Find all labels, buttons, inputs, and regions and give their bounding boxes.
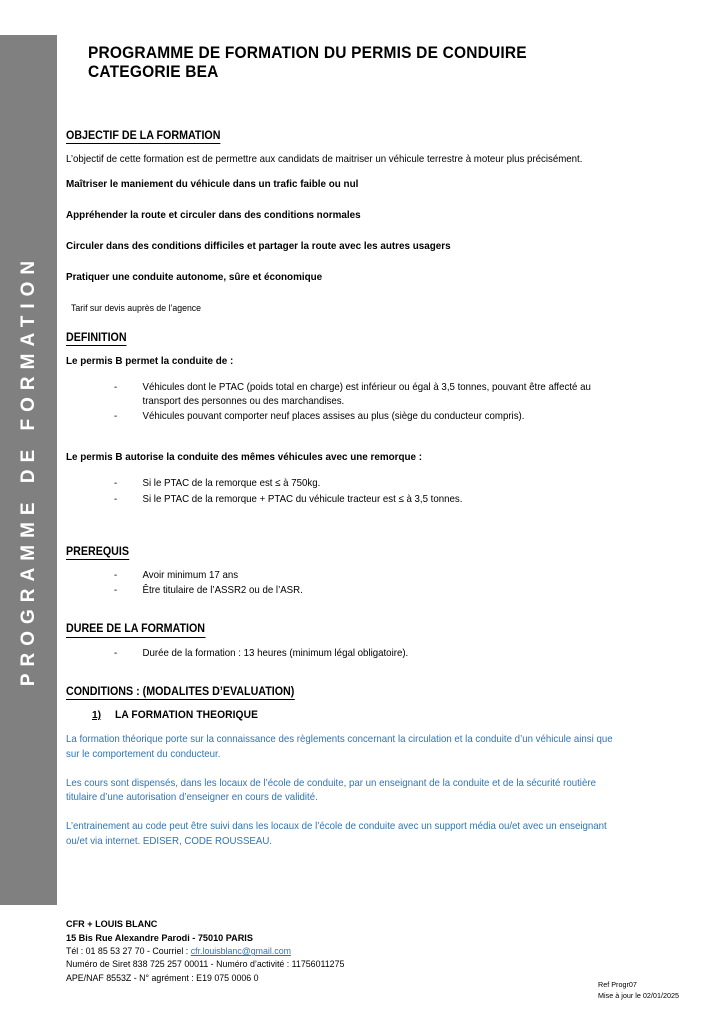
section-heading-duree: DUREE DE LA FORMATION	[66, 622, 205, 637]
conditions-subitem-number: 1)	[92, 709, 102, 721]
footer-ape: APE/NAF 8553Z - N° agrément : E19 075 0006 0	[66, 972, 259, 983]
page-title: PROGRAMME DE FORMATION DU PERMIS DE CONDUIRE CATEGORIE BEA	[88, 44, 527, 81]
objectif-goal-4: Pratiquer une conduite autonome, sûre et économique	[66, 272, 323, 284]
footer-address: 15 Bis Rue Alexandre Parodi - 75010 PARIS	[66, 932, 253, 944]
footer-phone-label: Tél : 01 85 53 27 70 - Courriel :	[66, 946, 191, 957]
conditions-subitem-label: LA FORMATION THEORIQUE	[115, 708, 259, 721]
list-item: - Être titulaire de l’ASSR2 ou de l’ASR.	[114, 584, 631, 598]
footer-updated-date: Mise à jour le 02/01/2025	[598, 991, 680, 1000]
footer-reference	[598, 979, 683, 1001]
footer-company: CFR + LOUIS BLANC	[66, 919, 158, 930]
list-item: - Véhicules pouvant comporter neuf places assises au plus (siège du conducteur compris).	[114, 410, 631, 424]
section-prerequis-heading-wrap	[66, 542, 658, 560]
footer-email-link[interactable]: cfr.louisblanc@gmail.com	[190, 946, 291, 957]
definition-list-2	[66, 477, 658, 506]
prerequis-list	[66, 569, 658, 598]
section-heading-conditions: CONDITIONS : (MODALITES D’EVALUATION)	[66, 685, 294, 700]
conditions-paragraph-1: La formation théorique porte sur la connaissance des règlements concernant la circulation et la conduite d’un véhicule ainsi que sur le comportement du conducteur.	[66, 733, 613, 760]
conditions-paragraph-3: L’entrainement au code peut être suivi dans les locaux de l’école de conduite avec un support média ou/et avec un enseignant ou/et via internet. EDISER, CODE ROUSSEAU.	[66, 821, 607, 847]
side-band-label: PROGRAMME DE FORMATION	[17, 253, 39, 687]
section-conditions-heading-wrap	[66, 682, 658, 700]
list-item: - Durée de la formation : 13 heures (minimum légal obligatoire).	[114, 647, 631, 661]
footer-contact	[66, 945, 541, 958]
spacer	[66, 521, 658, 542]
list-item: - Véhicules dont le PTAC (poids total en charge) est inférieur ou égal à 3,5 tonnes, pouvant être affecté au transport des personnes ou des marchandises.	[114, 381, 631, 409]
objectif-goal-1: Maîtriser le maniement du véhicule dans un trafic faible ou nul	[66, 179, 359, 191]
definition-lead-2: Le permis B autorise la conduite des mêmes véhicules avec une remorque :	[66, 452, 423, 464]
side-band	[0, 35, 57, 905]
objectif-goal-3: Circuler dans des conditions difficiles et partager la route avec les autres usagers	[66, 241, 451, 253]
section-heading-objectif: OBJECTIF DE LA FORMATION	[66, 129, 220, 144]
conditions-subitem-1	[92, 709, 658, 721]
spacer	[66, 612, 658, 619]
footer-siret: Numéro de Siret 838 725 257 00011 - Numéro d’activité : 11756011275	[66, 959, 345, 970]
document-body	[66, 44, 658, 864]
list-item: - Si le PTAC de la remorque est ≤ à 750kg.	[114, 477, 631, 491]
objectif-goal-2: Appréhender la route et circuler dans des conditions normales	[66, 210, 361, 222]
definition-lead-1: Le permis B permet la conduite de :	[66, 356, 234, 368]
footer-ref-code: Ref Progr07	[598, 980, 637, 989]
objectif-intro: L’objectif de cette formation est de permettre aux candidats de maitriser un véhicule terrestre à moteur plus précisément.	[66, 154, 583, 166]
duree-list	[66, 647, 658, 661]
section-objectif-heading-wrap	[66, 126, 658, 144]
footer	[66, 918, 566, 985]
section-heading-definition: DEFINITION	[66, 331, 127, 346]
section-heading-prerequis: PREREQUIS	[66, 545, 129, 560]
objectif-tarif: Tarif sur devis auprès de l’agence	[71, 303, 202, 314]
spacer	[66, 675, 658, 682]
list-item: - Avoir minimum 17 ans	[114, 569, 631, 583]
list-item: - Si le PTAC de la remorque + PTAC du véhicule tracteur est ≤ à 3,5 tonnes.	[114, 493, 631, 507]
section-duree-heading-wrap	[66, 619, 658, 637]
conditions-paragraph-2: Les cours sont dispensés, dans les locaux de l’école de conduite, par un enseignant de la conduite et de la sécurité routière titulaire d’une autorisation d’enseigner en cours de validité.	[66, 777, 596, 804]
spacer	[66, 438, 658, 451]
definition-list-1	[66, 381, 658, 424]
section-definition-heading-wrap	[66, 328, 658, 346]
